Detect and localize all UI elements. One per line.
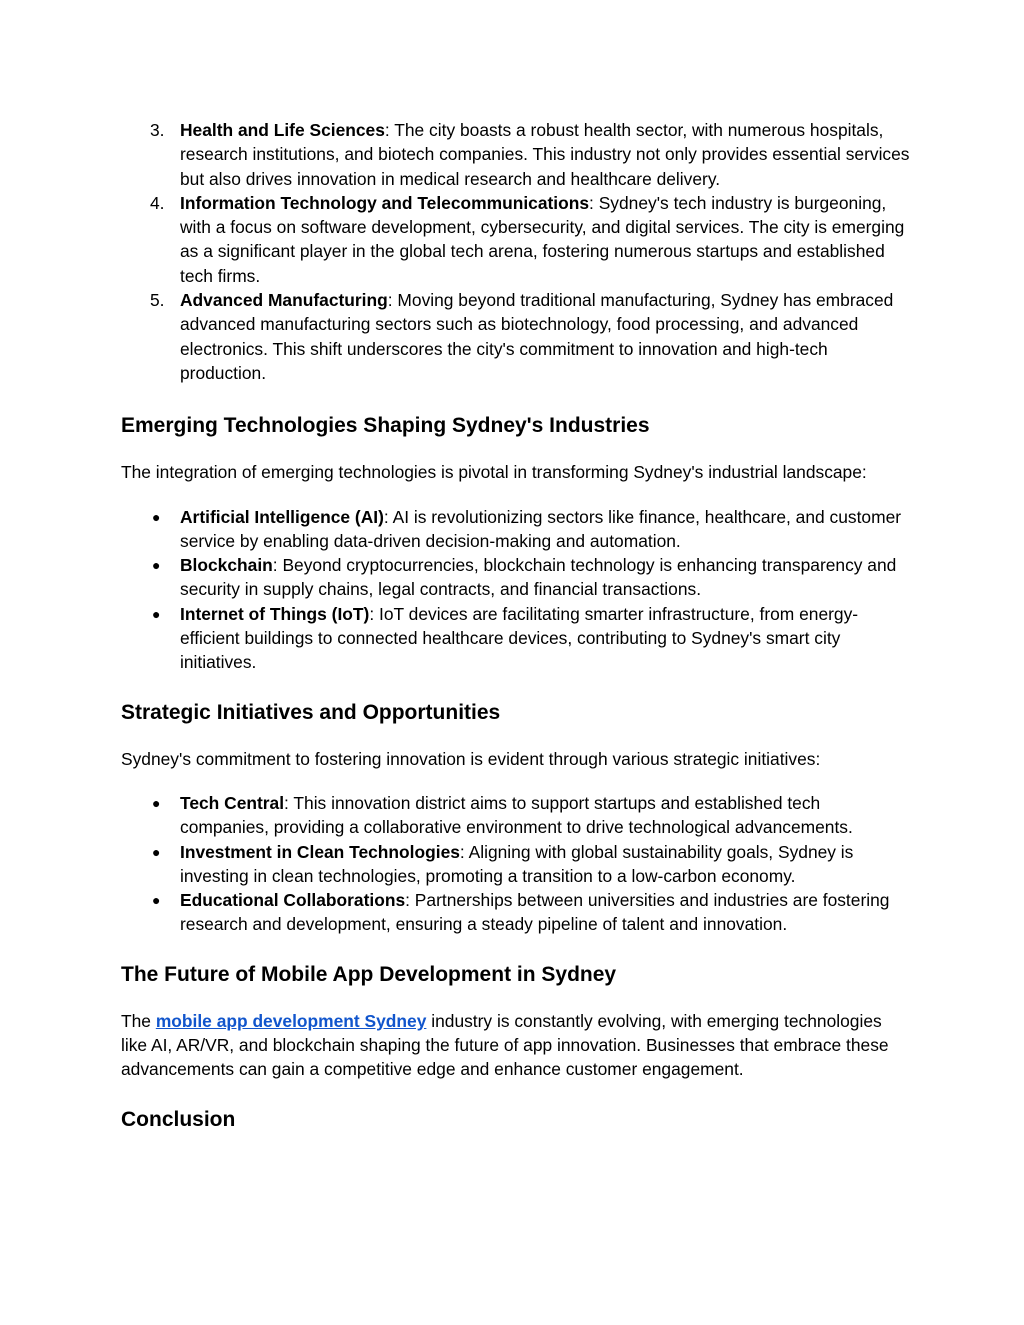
- list-item: [121, 602, 911, 675]
- list-item-term: Educational Collaborations: [180, 890, 406, 911]
- list-item-text: : Moving beyond traditional manufacturing, Sydney has embraced advanced manufacturing sectors such as biotechnology, food processing, and advanced electronics. This shift underscores the city's commitment to innovation and high-tech production.: [180, 290, 894, 383]
- list-number: 4.: [150, 192, 165, 213]
- list-item: [121, 288, 911, 385]
- mobile-app-development-link[interactable]: mobile app development Sydney: [155, 1010, 427, 1031]
- list-number: 3.: [150, 120, 165, 140]
- list-item-term: Artificial Intelligence (AI): [180, 506, 384, 527]
- emerging-technologies-heading: Emerging Technologies Shaping Sydney's Industries: [121, 414, 650, 438]
- list-item-term: Information Technology and Telecommunications: [180, 192, 590, 213]
- bullet-icon: ●: [152, 843, 161, 860]
- list-item-text: : Sydney's tech industry is burgeoning, with a focus on software development, cybersecurity, and digital services. The city is emerging as a significant player in the global tech arena, fostering numerous startups and established tech firms.: [180, 192, 905, 286]
- list-item-term: Health and Life Sciences: [180, 120, 385, 140]
- list-item: [121, 191, 911, 288]
- bullet-icon: ●: [152, 892, 161, 909]
- emerging-technologies-intro: The integration of emerging technologies is pivotal in transforming Sydney's industrial landscape:: [121, 462, 867, 483]
- list-number: 5.: [150, 290, 165, 311]
- list-item-term: Blockchain: [180, 555, 273, 576]
- bullet-icon: ●: [152, 557, 161, 574]
- list-item-text: : AI is revolutionizing sectors like finance, healthcare, and customer service by enabling data-driven decision-making and automation.: [180, 506, 902, 551]
- list-item-term: Tech Central: [180, 792, 285, 813]
- list-item-text: : This innovation district aims to support startups and established tech companies, providing a collaborative environment to drive technological advancements.: [180, 792, 853, 838]
- list-item-text: : The city boasts a robust health sector, with numerous hospitals, research institutions, and biotech companies. This industry not only provides essential services but also drives innovation in medical research and healthcare delivery.: [180, 120, 910, 189]
- bullet-icon: ●: [152, 508, 161, 525]
- list-item-term: Investment in Clean Technologies: [180, 841, 460, 862]
- strategic-initiatives-list: [121, 791, 911, 937]
- list-item-text: : Partnerships between universities and industries are fostering research and development, ensuring a steady pipeline of talent and innovation.: [180, 890, 890, 935]
- list-item-term: Internet of Things (IoT): [180, 603, 370, 624]
- list-item: [121, 791, 911, 840]
- strategic-initiatives-heading: Strategic Initiatives and Opportunities: [121, 700, 501, 724]
- list-item: [121, 888, 911, 937]
- bullet-icon: ●: [152, 794, 161, 811]
- list-item-text: : Beyond cryptocurrencies, blockchain technology is enhancing transparency and security in supply chains, legal contracts, and financial transactions.: [180, 555, 897, 600]
- list-item-term: Advanced Manufacturing: [180, 290, 388, 311]
- list-item: [121, 118, 911, 191]
- list-item: [121, 840, 911, 889]
- list-item-text: : IoT devices are facilitating smarter infrastructure, from energy-efficient buildings to connected healthcare devices, contributing to Sydney's smart city initiatives.: [180, 603, 859, 673]
- strategic-initiatives-intro: Sydney's commitment to fostering innovation is evident through various strategic initiatives:: [121, 748, 821, 769]
- emerging-technologies-list: [121, 505, 911, 675]
- paragraph-text: The: [121, 1010, 156, 1031]
- future-mobile-app-heading: The Future of Mobile App Development in Sydney: [121, 962, 617, 986]
- industries-numbered-list: [121, 118, 911, 385]
- document-content: [121, 118, 911, 1134]
- paragraph-text: industry is constantly evolving, with emerging technologies like AI, AR/VR, and blockchain shaping the future of app innovation. Businesses that embrace these advancements can gain a competitive edge and enhance customer engagement.: [121, 1010, 889, 1080]
- conclusion-heading: Conclusion: [121, 1107, 236, 1131]
- bullet-icon: ●: [152, 605, 161, 622]
- list-item: [121, 505, 911, 554]
- future-mobile-app-paragraph: [121, 1009, 911, 1082]
- list-item: [121, 553, 911, 602]
- list-item-text: : Aligning with global sustainability goals, Sydney is investing in clean technologies, promoting a transition to a low-carbon economy.: [180, 841, 854, 886]
